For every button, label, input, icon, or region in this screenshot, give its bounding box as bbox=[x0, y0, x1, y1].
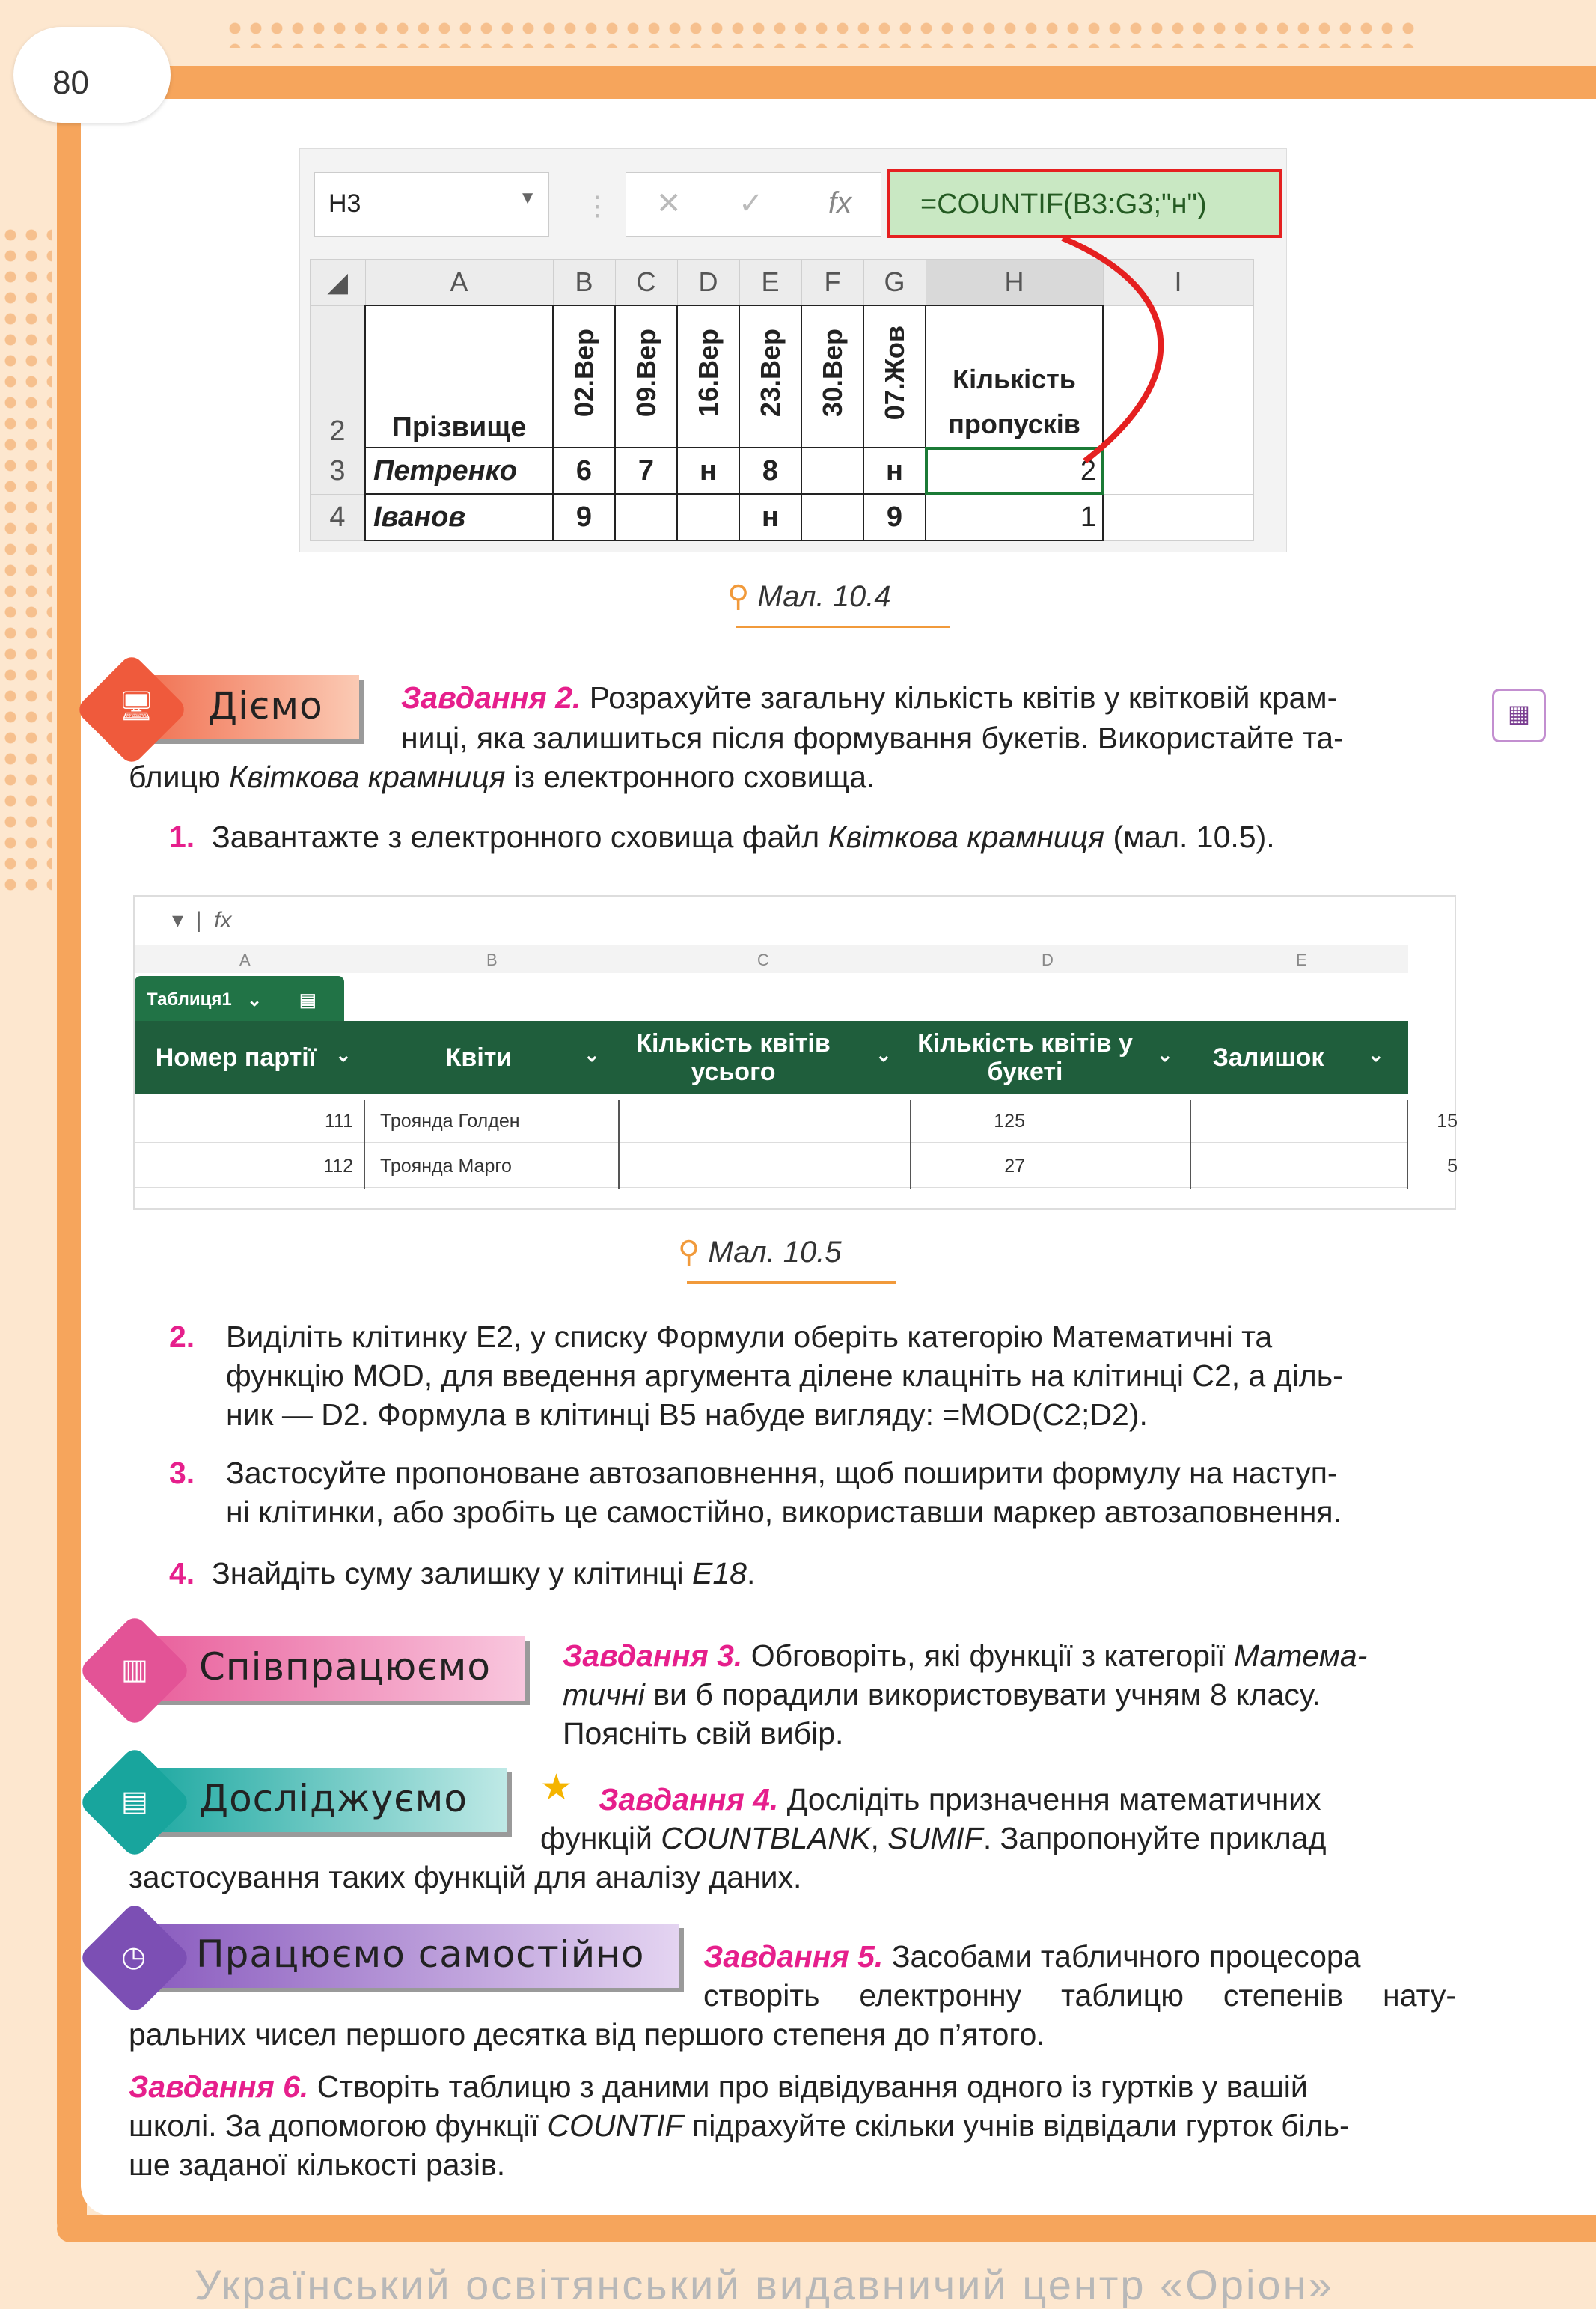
count-header-line2: пропусків bbox=[948, 409, 1080, 439]
step-number: 1. bbox=[169, 820, 195, 854]
header-text: Номер партії bbox=[155, 1043, 317, 1072]
text: блицю bbox=[129, 760, 230, 794]
task3-line3: Поясніть свій вибір. bbox=[563, 1716, 844, 1751]
divider bbox=[618, 1100, 620, 1189]
header-cell-date[interactable] bbox=[801, 305, 863, 448]
divider bbox=[910, 1100, 911, 1189]
task-text: Розрахуйте загальну кількість квітів у квітковій крам- bbox=[581, 680, 1338, 715]
step2-line2: функцію MOD, для введення аргумента ділене клацніть на клітинці C2, а діль- bbox=[226, 1358, 1343, 1393]
task3-line2 bbox=[563, 1675, 1456, 1714]
cell-id: 111 bbox=[324, 1111, 353, 1132]
formula-bar[interactable] bbox=[887, 169, 1282, 238]
cell-name[interactable]: Іванов bbox=[365, 494, 553, 540]
chevron-down-icon[interactable]: ⌄ bbox=[335, 1043, 352, 1066]
task4-line1 bbox=[599, 1780, 1456, 1819]
date-label: 07.Жов bbox=[878, 325, 910, 421]
text: Обговоріть, які функції з категорії bbox=[742, 1638, 1234, 1673]
task2-line3 bbox=[129, 757, 1453, 796]
pin-icon: ⚲ bbox=[727, 580, 750, 613]
col-letter[interactable]: C bbox=[757, 951, 769, 969]
cell[interactable] bbox=[801, 494, 863, 540]
annotation-arrow bbox=[1033, 237, 1182, 484]
col-header[interactable]: A bbox=[365, 260, 553, 306]
text: функцій bbox=[540, 1821, 661, 1855]
date-label: 30.Вер bbox=[816, 328, 848, 418]
table-row[interactable] bbox=[135, 1100, 1458, 1143]
publisher-footer: Український освітянський видавничий центр «Оріон» bbox=[195, 2261, 1334, 2308]
header-cell[interactable] bbox=[614, 1021, 853, 1094]
step2-line3: ник — D2. Формула в клітинці B5 набуде вигляду: =MOD(C2;D2). bbox=[226, 1397, 1148, 1432]
header-text: Кількість квітів усього bbox=[636, 1029, 831, 1086]
task-label: Завдання 4. bbox=[599, 1782, 779, 1817]
chevron-down-icon[interactable]: ⌄ bbox=[247, 990, 263, 1010]
step3-num: 3. bbox=[169, 1456, 195, 1490]
date-label: 09.Вер bbox=[630, 328, 661, 418]
figure-caption-10-4 bbox=[727, 579, 891, 614]
cell-per: 15 bbox=[1437, 1111, 1458, 1132]
chevron-down-icon[interactable]: ⌄ bbox=[875, 1043, 892, 1066]
step1 bbox=[169, 817, 1275, 856]
header-text: Квіти bbox=[445, 1043, 513, 1072]
header-cell-date[interactable] bbox=[739, 305, 801, 448]
separator-icon: ⋮ bbox=[584, 190, 611, 221]
text: , bbox=[870, 1821, 888, 1855]
step3-line2: ні клітинки, або зробіть це самостійно, використавши маркер автозаповнення. bbox=[226, 1495, 1342, 1529]
task6-line2 bbox=[129, 2106, 1456, 2145]
text: Знайдіть суму залишку у клітинці bbox=[212, 1556, 692, 1590]
badge-label: Працюємо самостійно bbox=[196, 1933, 645, 1976]
divider bbox=[1407, 1100, 1408, 1189]
cell-total: 27 bbox=[1004, 1156, 1025, 1177]
badge-samostiino bbox=[147, 1924, 679, 1988]
cell[interactable]: 9 bbox=[863, 494, 926, 540]
computer-icon: 🖥 bbox=[118, 691, 155, 722]
caption-underline bbox=[687, 1281, 896, 1284]
badge-spivpratsiuiemo bbox=[147, 1636, 525, 1701]
header-text: Кількість квітів у букеті bbox=[917, 1029, 1133, 1086]
italic-text: Матема- bbox=[1233, 1638, 1368, 1673]
task2-line1 bbox=[401, 678, 1456, 717]
cell-flower: Троянда Марго bbox=[380, 1156, 512, 1177]
date-label: 23.Вер bbox=[754, 328, 786, 418]
cell-count[interactable]: 1 bbox=[926, 494, 1103, 540]
row-header[interactable]: 3 bbox=[311, 448, 366, 494]
caption-text: Мал. 10.4 bbox=[757, 580, 891, 613]
text: . Запропонуйте приклад bbox=[982, 1821, 1327, 1855]
text: (мал. 10.5). bbox=[1104, 820, 1275, 854]
badge-doslidzhuiemo bbox=[147, 1768, 507, 1832]
clock-icon: ◷ bbox=[121, 1942, 147, 1973]
task-label: Завдання 6. bbox=[129, 2069, 309, 2104]
text: ви б порадили використовувати учням 8 класу. bbox=[644, 1677, 1321, 1712]
pin-icon: ⚲ bbox=[678, 1236, 700, 1269]
table-header-row bbox=[135, 1021, 1408, 1094]
task-label: Завдання 3. bbox=[563, 1638, 743, 1673]
check-icon[interactable]: ✓ bbox=[739, 187, 764, 220]
header-cell-name[interactable]: Прізвище bbox=[365, 305, 553, 448]
task-label: Завдання 5. bbox=[703, 1939, 884, 1974]
fx-icon[interactable]: fx bbox=[828, 186, 852, 219]
empty-cell[interactable] bbox=[1103, 494, 1253, 540]
chevron-down-icon[interactable]: ⌄ bbox=[1157, 1043, 1173, 1066]
cell[interactable]: 6 bbox=[553, 448, 615, 494]
fx-icon[interactable]: fx bbox=[214, 908, 232, 933]
date-label: 16.Вер bbox=[692, 328, 724, 418]
italic-text: SUMIF bbox=[887, 1821, 983, 1855]
task4-line2 bbox=[540, 1819, 1456, 1858]
chevron-down-icon[interactable]: ⌄ bbox=[1368, 1043, 1384, 1066]
step2-num: 2. bbox=[169, 1320, 195, 1354]
formula-text: =COUNTIF(B3:G3;"н") bbox=[920, 189, 1207, 220]
text: Дослідіть призначення математичних bbox=[778, 1782, 1321, 1817]
col-header[interactable]: D bbox=[677, 260, 739, 306]
page-number-cloud bbox=[13, 27, 171, 123]
divider bbox=[364, 1100, 365, 1189]
star-icon: ★ bbox=[540, 1768, 573, 1808]
header-cell[interactable] bbox=[1182, 1021, 1354, 1094]
chevron-down-icon[interactable]: ⌄ bbox=[584, 1043, 600, 1066]
col-header[interactable]: H bbox=[926, 260, 1103, 306]
col-letter[interactable]: B bbox=[486, 951, 498, 969]
col-header[interactable]: C bbox=[615, 260, 677, 306]
document-icon: ▤ bbox=[121, 1786, 148, 1817]
arrow-curve bbox=[1063, 238, 1161, 461]
italic-text: E18 bbox=[692, 1556, 747, 1590]
task2-line2: ниці, яка залишиться після формування букетів. Використайте та- bbox=[401, 721, 1344, 755]
col-header[interactable]: B bbox=[553, 260, 615, 306]
cell[interactable]: н bbox=[863, 448, 926, 494]
bottom-frame bbox=[57, 2215, 1596, 2242]
table-row[interactable] bbox=[135, 1145, 1458, 1188]
date-label: 02.Вер bbox=[568, 328, 599, 418]
col-header[interactable]: I bbox=[1103, 260, 1253, 306]
step4 bbox=[169, 1554, 755, 1593]
name-box-value: H3 bbox=[328, 189, 361, 218]
cell[interactable]: 8 bbox=[739, 448, 801, 494]
cell[interactable]: 7 bbox=[615, 448, 677, 494]
cell-per: 5 bbox=[1447, 1156, 1458, 1177]
text: . bbox=[746, 1556, 756, 1590]
step3-line1: Застосуйте пропоноване автозаповнення, щоб поширити формулу на наступ- bbox=[226, 1456, 1338, 1490]
text: Завантажте з електронного сховища файл bbox=[212, 820, 828, 854]
badge-label: Досліджуємо bbox=[199, 1777, 468, 1820]
badge-label: Співпрацюємо bbox=[199, 1645, 491, 1689]
cell[interactable] bbox=[801, 448, 863, 494]
task5-line2: створіть електронну таблицю степенів нату- bbox=[703, 1978, 1456, 2013]
header-cell-date[interactable] bbox=[615, 305, 677, 448]
header-cell-date[interactable] bbox=[863, 305, 926, 448]
text: Створіть таблицю з даними про відвідування одного із гуртків у вашій bbox=[308, 2069, 1308, 2104]
cell[interactable]: 9 bbox=[553, 494, 615, 540]
header-cell[interactable] bbox=[135, 1021, 337, 1094]
task6-line1 bbox=[129, 2067, 1456, 2106]
qr-code-icon[interactable]: ▦ bbox=[1492, 689, 1546, 742]
top-frame bbox=[90, 66, 1596, 99]
caption-text: Мал. 10.5 bbox=[708, 1236, 842, 1269]
decor-dots-top bbox=[224, 18, 1422, 48]
row-header[interactable]: 4 bbox=[311, 494, 366, 540]
text: підрахуйте скільки учнів відвідали гурток біль- bbox=[683, 2108, 1350, 2143]
task3-line1 bbox=[563, 1636, 1456, 1675]
corner-cell[interactable]: ◢ bbox=[311, 260, 366, 306]
cell[interactable]: н bbox=[677, 448, 739, 494]
table-icon[interactable]: ▤ bbox=[299, 990, 317, 1010]
text: Засобами табличного процесора bbox=[883, 1939, 1361, 1974]
col-header[interactable]: E bbox=[739, 260, 801, 306]
header-text: Залишок bbox=[1212, 1043, 1324, 1072]
formula-controls bbox=[626, 172, 881, 237]
caption-underline bbox=[736, 626, 950, 628]
table-name: Таблиця1 bbox=[147, 989, 232, 1010]
row-header[interactable]: 2 bbox=[311, 305, 366, 448]
step-number: 4. bbox=[169, 1556, 195, 1590]
header-cell[interactable] bbox=[367, 1021, 591, 1094]
task5-line1 bbox=[703, 1937, 1456, 1976]
col-letter[interactable]: E bbox=[1296, 951, 1307, 969]
formula-bar-small: ▾ | fx bbox=[172, 908, 232, 933]
column-letters bbox=[135, 945, 1408, 973]
cancel-icon[interactable]: ✕ bbox=[656, 187, 682, 220]
step2-line1: Виділіть клітинку E2, у списку Формули оберіть категорію Математичні та bbox=[226, 1320, 1273, 1354]
task-label: Завдання 2. bbox=[401, 680, 581, 715]
chevron-down-icon[interactable]: ▼ bbox=[519, 188, 536, 208]
cell[interactable] bbox=[677, 494, 739, 540]
divider bbox=[1190, 1100, 1191, 1189]
header-cell-date[interactable] bbox=[677, 305, 739, 448]
header-cell[interactable] bbox=[905, 1021, 1145, 1094]
table-name-tab[interactable] bbox=[135, 976, 344, 1021]
page-number: 80 bbox=[52, 64, 89, 101]
italic-text: Квіткова крамниця bbox=[229, 760, 506, 794]
name-box[interactable] bbox=[314, 172, 549, 237]
task6-line3: ше заданої кількості разів. bbox=[129, 2147, 506, 2182]
italic-text: COUNTBLANK bbox=[661, 1821, 871, 1855]
count-header-line1: Кількість bbox=[953, 364, 1076, 394]
decor-dots-left bbox=[0, 225, 52, 898]
chart-icon: ▥ bbox=[121, 1654, 148, 1686]
task5-line3: ральних чисел першого десятка від першого степеня до п’ятого. bbox=[129, 2017, 1045, 2052]
cell-total: 125 bbox=[994, 1111, 1025, 1132]
italic-text: COUNTIF bbox=[547, 2108, 684, 2143]
col-header[interactable]: F bbox=[801, 260, 863, 306]
cell[interactable] bbox=[615, 494, 677, 540]
text: із електронного сховища. bbox=[505, 760, 875, 794]
cell-id: 112 bbox=[323, 1156, 353, 1177]
cell[interactable]: н bbox=[739, 494, 801, 540]
badge-label: Діємо bbox=[208, 684, 323, 728]
col-letter[interactable]: A bbox=[239, 951, 251, 969]
cell-flower: Троянда Голден bbox=[380, 1111, 520, 1132]
selected-cell-h3[interactable]: 2 bbox=[926, 448, 1103, 494]
figure-caption-10-5 bbox=[678, 1235, 842, 1269]
italic-text: тичні bbox=[563, 1677, 645, 1712]
col-header[interactable]: G bbox=[863, 260, 926, 306]
header-cell-date[interactable] bbox=[553, 305, 615, 448]
col-letter[interactable]: D bbox=[1042, 951, 1054, 969]
italic-text: Квіткова крамниця bbox=[828, 820, 1105, 854]
task4-line3: застосування таких функцій для аналізу даних. bbox=[129, 1860, 802, 1894]
text: школі. За допомогою функції bbox=[129, 2108, 548, 2143]
cell-name[interactable]: Петренко bbox=[365, 448, 553, 494]
